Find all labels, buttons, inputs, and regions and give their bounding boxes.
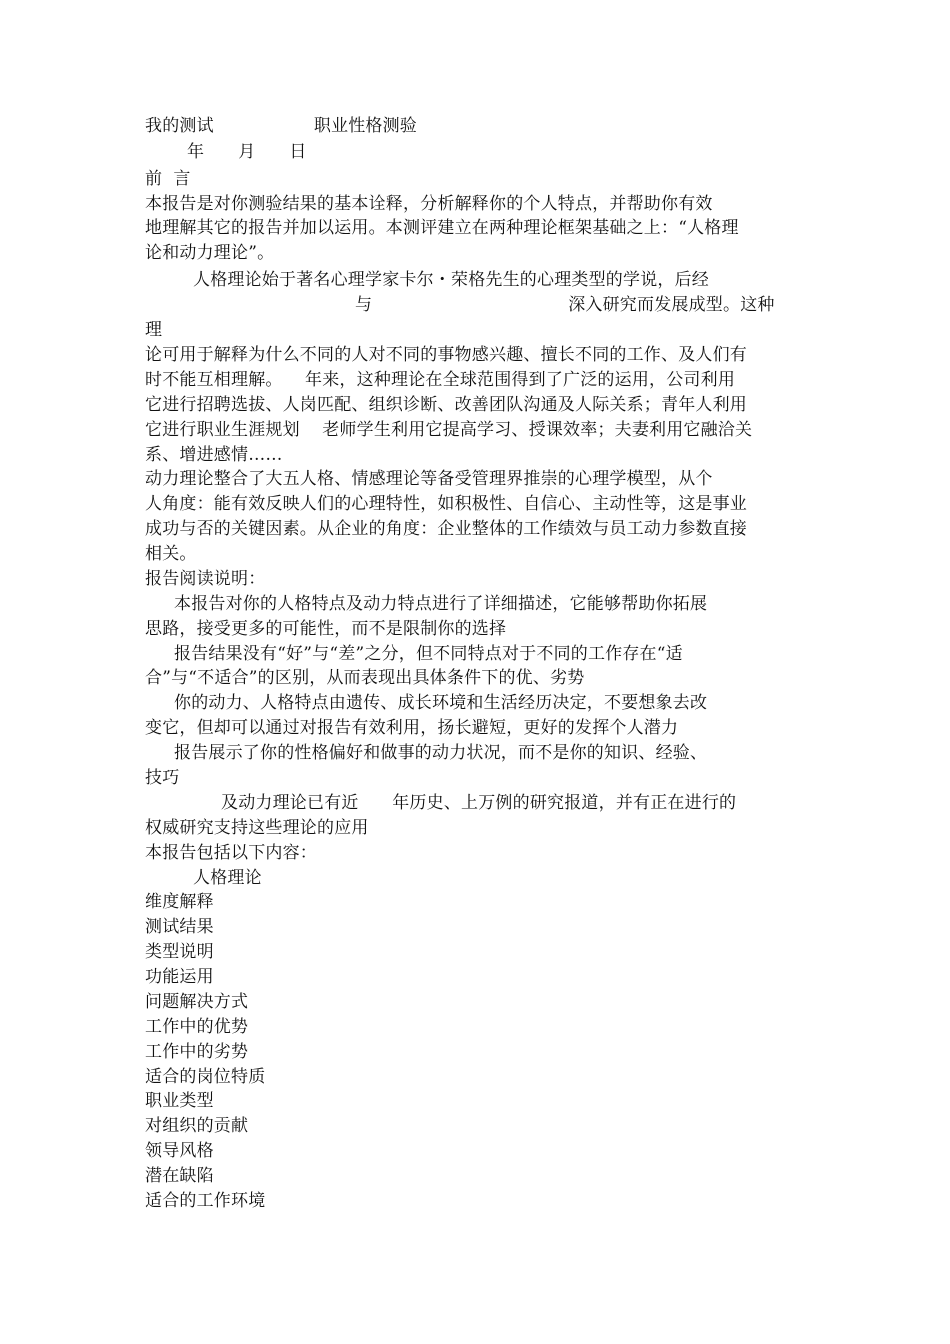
- preface-line: 时不能互相理解。 年来，这种理论在全球范围得到了广泛的运用，公司利用: [145, 370, 736, 390]
- contents-item: 职业类型: [145, 1091, 214, 1111]
- header-line: [145, 114, 417, 138]
- reading-guide-line: 变它，但却可以通过对报告有效利用，扬长避短，更好的发挥个人潜力: [145, 718, 679, 738]
- contents-item: 适合的岗位特质: [145, 1067, 266, 1087]
- contents-item: 适合的工作环境: [145, 1191, 266, 1211]
- contents-item: 对组织的贡献: [145, 1116, 249, 1136]
- preface-yu: 与: [355, 295, 373, 315]
- my-test-label: 我的测试: [145, 116, 214, 136]
- reading-guide-line: 报告结果没有“好”与“差”之分，但不同特点对于不同的工作存在“适: [174, 644, 683, 664]
- preface-line: 论可用于解释为什么不同的人对不同的事物感兴趣、擅长不同的工作、及人们有: [145, 345, 747, 365]
- contents-heading: 本报告包括以下内容：: [145, 843, 317, 863]
- date-line: [187, 140, 307, 164]
- preface-line: 动力理论整合了大五人格、情感理论等备受管理界推崇的心理学模型，从个: [145, 469, 713, 489]
- preface-line: 人格理论始于著名心理学家卡尔・荣格先生的心理类型的学说，后经: [193, 270, 709, 290]
- contents-item: 领导风格: [145, 1141, 214, 1161]
- reading-guide-line: 思路，接受更多的可能性，而不是限制你的选择: [145, 619, 507, 639]
- reading-guide-line: 合”与“不适合”的区别，从而表现出具体条件下的优、劣势: [145, 668, 585, 688]
- reading-guide-line: 权威研究支持这些理论的应用: [145, 818, 369, 838]
- month-label: 月: [238, 142, 256, 162]
- contents-item: 工作中的劣势: [145, 1042, 249, 1062]
- reading-guide-line: 你的动力、人格特点由遗传、成长环境和生活经历决定，不要想象去改: [174, 693, 708, 713]
- reading-guide-heading: 报告阅读说明：: [145, 569, 266, 589]
- preface-line-fragment: [355, 293, 775, 317]
- test-title: 职业性格测验: [313, 116, 418, 136]
- preface-line: 论和动力理论”。: [145, 243, 275, 263]
- contents-item: 潜在缺陷: [145, 1166, 214, 1186]
- contents-item: 人格理论: [193, 868, 262, 888]
- contents-item: 问题解决方式: [145, 992, 249, 1012]
- contents-item: 工作中的优势: [145, 1017, 249, 1037]
- day-label: 日: [289, 142, 307, 162]
- reading-guide-line: 本报告对你的人格特点及动力特点进行了详细描述，它能够帮助你拓展: [174, 594, 708, 614]
- year-label: 年: [187, 142, 205, 162]
- preface-line: 地理解其它的报告并加以运用。本测评建立在两种理论框架基础之上：“人格理: [145, 218, 739, 238]
- preface-line: 理: [145, 320, 163, 340]
- preface-line: 成功与否的关键因素。从企业的角度：企业整体的工作绩效与员工动力参数直接: [145, 519, 747, 539]
- preface-line: 系、增进感情……: [145, 445, 283, 465]
- preface-line: 相关。: [145, 544, 197, 564]
- preface-line: 本报告是对你测验结果的基本诠释，分析解释你的个人特点，并帮助你有效: [145, 194, 713, 214]
- reading-guide-line: 报告展示了你的性格偏好和做事的动力状况，而不是你的知识、经验、: [174, 743, 708, 763]
- contents-item: 测试结果: [145, 917, 214, 937]
- preface-line: 它进行招聘选拔、人岗匹配、组织诊断、改善团队沟通及人际关系；青年人利用: [145, 395, 747, 415]
- contents-item: 维度解释: [145, 892, 214, 912]
- reading-guide-line: 及动力理论已有近 年历史、上万例的研究报道，并有正在进行的: [221, 793, 737, 813]
- preface-line: 它进行职业生涯规划 老师学生利用它提高学习、授课效率；夫妻利用它融洽关: [145, 420, 753, 440]
- contents-item: 类型说明: [145, 942, 214, 962]
- preface-research: 深入研究而发展成型。这种: [568, 295, 775, 315]
- preface-heading: 前 言: [145, 169, 191, 189]
- reading-guide-line: 技巧: [145, 768, 180, 788]
- contents-item: 功能运用: [145, 967, 214, 987]
- preface-line: 人角度：能有效反映人们的心理特性，如积极性、自信心、主动性等，这是事业: [145, 494, 747, 514]
